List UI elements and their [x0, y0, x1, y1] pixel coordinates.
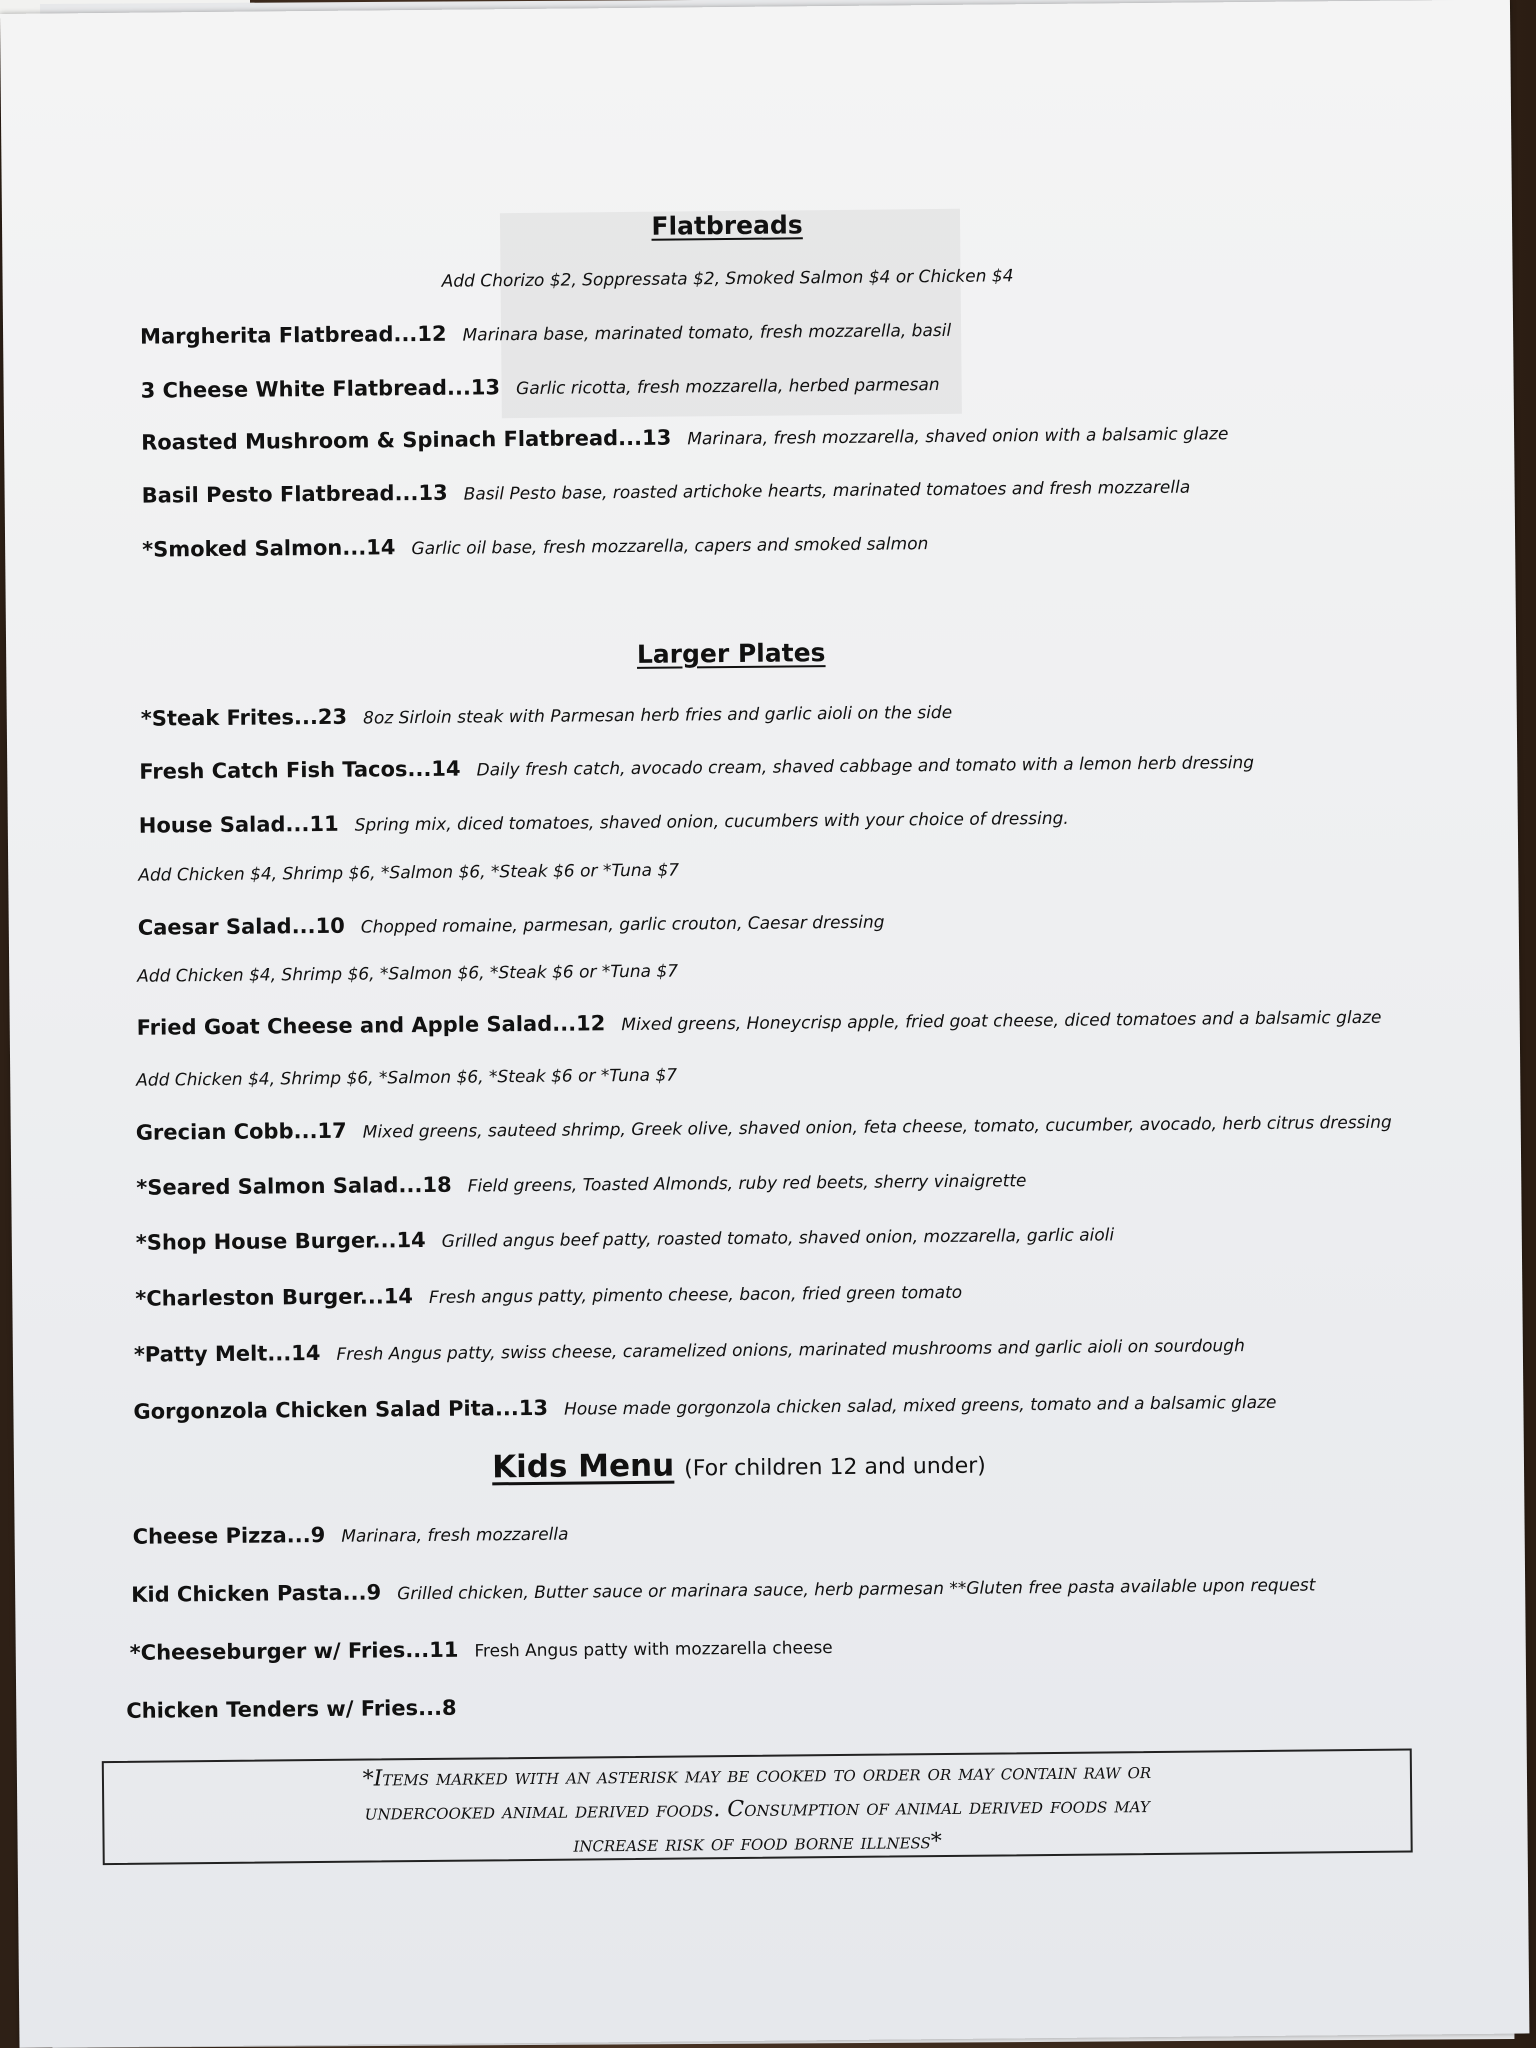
item-name: Grecian Cobb...17 [135, 1118, 347, 1145]
kids-menu-header [14, 1440, 1464, 1490]
menu-item [142, 474, 1191, 508]
item-name: Caesar Salad...10 [137, 913, 345, 940]
menu-item [136, 1167, 1026, 1200]
item-description: Marinara, fresh mozzarella [341, 1524, 569, 1547]
menu-item [126, 1696, 457, 1723]
menu-item [140, 317, 951, 349]
item-name: *Shop House Burger...14 [135, 1227, 426, 1255]
menu-item [142, 530, 928, 562]
item-description: Spring mix, diced tomatoes, shaved onion, cucumbers with your choice of dressing. [354, 808, 1069, 836]
item-description: Marinara, fresh mozzarella, shaved onion with a balsamic glaze [687, 424, 1229, 450]
larger-plates-title: Larger Plates [636, 638, 826, 669]
item-name: *Steak Frites...23 [140, 704, 348, 731]
item-description: Grilled chicken, Butter sauce or marinara sauce, herb parmesan **Gluten free pasta available upon request [397, 1575, 1316, 1605]
menu-item [136, 1109, 1392, 1145]
menu-item [137, 1004, 1382, 1040]
item-name: Basil Pesto Flatbread...13 [141, 480, 448, 508]
item-description: Daily fresh catch, avocado cream, shaved cabbage and tomato with a lemon herb dressing [476, 752, 1255, 781]
item-name: House Salad...11 [138, 811, 339, 838]
item-description: Garlic ricotta, fresh mozzarella, herbed parmesan [516, 374, 940, 400]
addon-note: Add Chicken $4, Shrimp $6, *Salmon $6, *Steak $6 or *Tuna $7 [137, 961, 679, 987]
item-description: Fresh angus patty, pimento cheese, bacon, fried green tomato [428, 1282, 963, 1308]
item-name: Cheese Pizza...9 [132, 1522, 326, 1549]
disclaimer-line: increase risk of food borne illness* [573, 1829, 942, 1858]
item-name: Roasted Mushroom & Spinach Flatbread...13 [141, 425, 672, 455]
item-name: Fried Goat Cheese and Apple Salad...12 [136, 1011, 606, 1040]
item-name: Chicken Tenders w/ Fries...8 [126, 1695, 457, 1723]
item-name: *Smoked Salmon...14 [142, 535, 396, 562]
item-description: Mixed greens, sauteed shrimp, Greek olive, shaved onion, feta cheese, tomato, cucumber, avocado, herb citrus dressing [362, 1112, 1392, 1143]
menu-item [141, 699, 953, 731]
item-name: *Charleston Burger...14 [135, 1284, 414, 1311]
item-description: Fresh Angus patty, swiss cheese, caramelized onions, marinated mushrooms and garlic aioli on sourdough [336, 1336, 1245, 1365]
flatbreads-title: Flatbreads [651, 210, 803, 241]
item-description: Chopped romaine, parmesan, garlic crouton, Caesar dressing [360, 912, 885, 938]
kids-menu-subtitle: (For children 12 and under) [684, 1453, 986, 1482]
item-name: *Patty Melt...14 [133, 1340, 321, 1367]
item-description: Fresh Angus patty with mozzarella cheese [474, 1638, 833, 1662]
item-description: Basil Pesto base, roasted artichoke hearts, marinated tomatoes and fresh mozzarella [463, 477, 1191, 505]
menu-item [141, 371, 940, 403]
item-name: Margherita Flatbread...12 [139, 321, 447, 349]
flatbreads-addons: Add Chorizo $2, Soppressata $2, Smoked Salmon $4 or Chicken $4 [441, 266, 1014, 292]
menu-item [133, 1389, 1276, 1424]
item-description: Field greens, Toasted Almonds, ruby red beets, sherry vinaigrette [467, 1171, 1027, 1197]
menu-item [141, 420, 1228, 454]
item-name: Kid Chicken Pasta...9 [131, 1580, 382, 1607]
menu-item [130, 1634, 833, 1665]
item-description: 8oz Sirloin steak with Parmesan herb fries and garlic aioli on the side [363, 702, 953, 729]
menu-item [135, 1279, 962, 1311]
menu-item [136, 1221, 1115, 1254]
item-name: 3 Cheese White Flatbread...13 [140, 375, 501, 403]
item-description: Grilled angus beef patty, roasted tomato, shaved onion, mozzarella, garlic aioli [441, 1225, 1115, 1252]
menu-item [139, 805, 1069, 838]
item-name: *Seared Salmon Salad...18 [136, 1172, 452, 1200]
menu-item [139, 749, 1254, 784]
item-description: House made gorgonzola chicken salad, mixed greens, tomato and a balsamic glaze [563, 1392, 1277, 1420]
disclaimer-line: undercooked animal derived foods. Consumption of animal derived foods may [364, 1793, 1150, 1826]
menu-item [133, 1521, 569, 1549]
kids-menu-title: Kids Menu [491, 1447, 675, 1486]
item-name: Fresh Catch Fish Tacos...14 [139, 756, 461, 784]
item-description: Marinara base, marinated tomato, fresh mozzarella, basil [462, 320, 952, 346]
addon-note: Add Chicken $4, Shrimp $6, *Salmon $6, *Steak $6 or *Tuna $7 [136, 1065, 678, 1091]
menu-item [134, 1332, 1245, 1367]
item-name: Gorgonzola Chicken Salad Pita...13 [133, 1395, 549, 1424]
menu-item [138, 909, 885, 940]
allergen-disclaimer [102, 1749, 1413, 1866]
item-description: Garlic oil base, fresh mozzarella, capers and smoked salmon [411, 534, 929, 560]
item-description: Mixed greens, Honeycrisp apple, fried goat cheese, diced tomatoes and a balsamic glaze [621, 1007, 1382, 1036]
disclaimer-line: *Items marked with an asterisk may be cooked to order or may contain raw or [362, 1759, 1152, 1792]
menu-item [131, 1571, 1315, 1606]
item-name: *Cheeseburger w/ Fries...11 [129, 1637, 459, 1665]
addon-note: Add Chicken $4, Shrimp $6, *Salmon $6, *Steak $6 or *Tuna $7 [138, 860, 680, 886]
